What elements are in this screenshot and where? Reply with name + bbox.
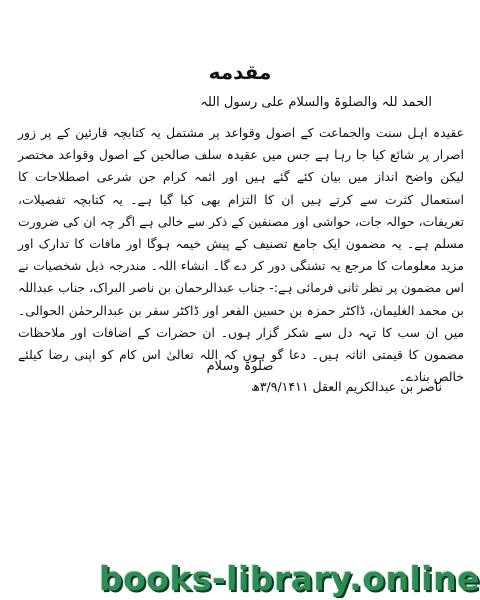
site-watermark: books-library.online [99,559,480,598]
closing-salutation: صلوۃ وسلام [206,359,274,374]
opening-invocation: الحمد للہ والصلوۃ والسلام علی رسول اللہ [200,95,432,110]
page-title: مقدمه [208,60,272,84]
author-signature: ناصر بن عبدالکریم العقل ۳/۹/۱۴۱۱ھ [251,379,442,394]
body-text [18,122,464,388]
body-paragraph: عقیدہ اہل سنت والجماعت کے اصول وقواعد پر مشتمل یہ کتابچہ قارئین کے پر زور اصرار پر شائع کیا جا رہا ہے جس میں عقیدہ سلف صالحین کے اصول وقواعد مختصر لیکن واضح انداز میں بیان کئے گئے ہیں اور ائمہ کرام جن شرعی اصطلاحات کا استعمال کثرت سے کرتے ہیں ان کا التزام بھی کیا گیا ہے۔ یہ کتابچہ تفصیلات، تعریفات، حوالہ جات، حواشی اور مصنفین کے ذکر سے خالی ہے اگر چہ ان کی ضرورت مسلم ہے۔ یہ مضمون ایک جامع تصنیف کے پیش خیمہ ہوگا اور مافات کا تدارک اور مزید معلومات کا مرجع یہ تشنگی دور کر دے گا۔ انشاء اللہ۔ مندرجہ ذیل شخصیات نے اس مضمون پر نظر ثانی فرمائی ہے:- جناب عبدالرحمان بن ناصر البراک، جناب عبداللہ بن محمد الغلیمان، ڈاکٹر حمزہ بن حسین الفعر اور ڈاکٹر سفر بن عبدالرحمٰن الحوالی۔ میں ان سب کا تہہ دل سے شکر گزار ہوں۔ ان حضرات کے اضافات اور ملاحظات مضمون کا قیمتی اثاثہ ہیں۔ دعا گو ہوں کہ اللہ تعالیٰ اس کام کو اپنی رضا کیلئے خالص بنادے۔ [18,125,464,385]
